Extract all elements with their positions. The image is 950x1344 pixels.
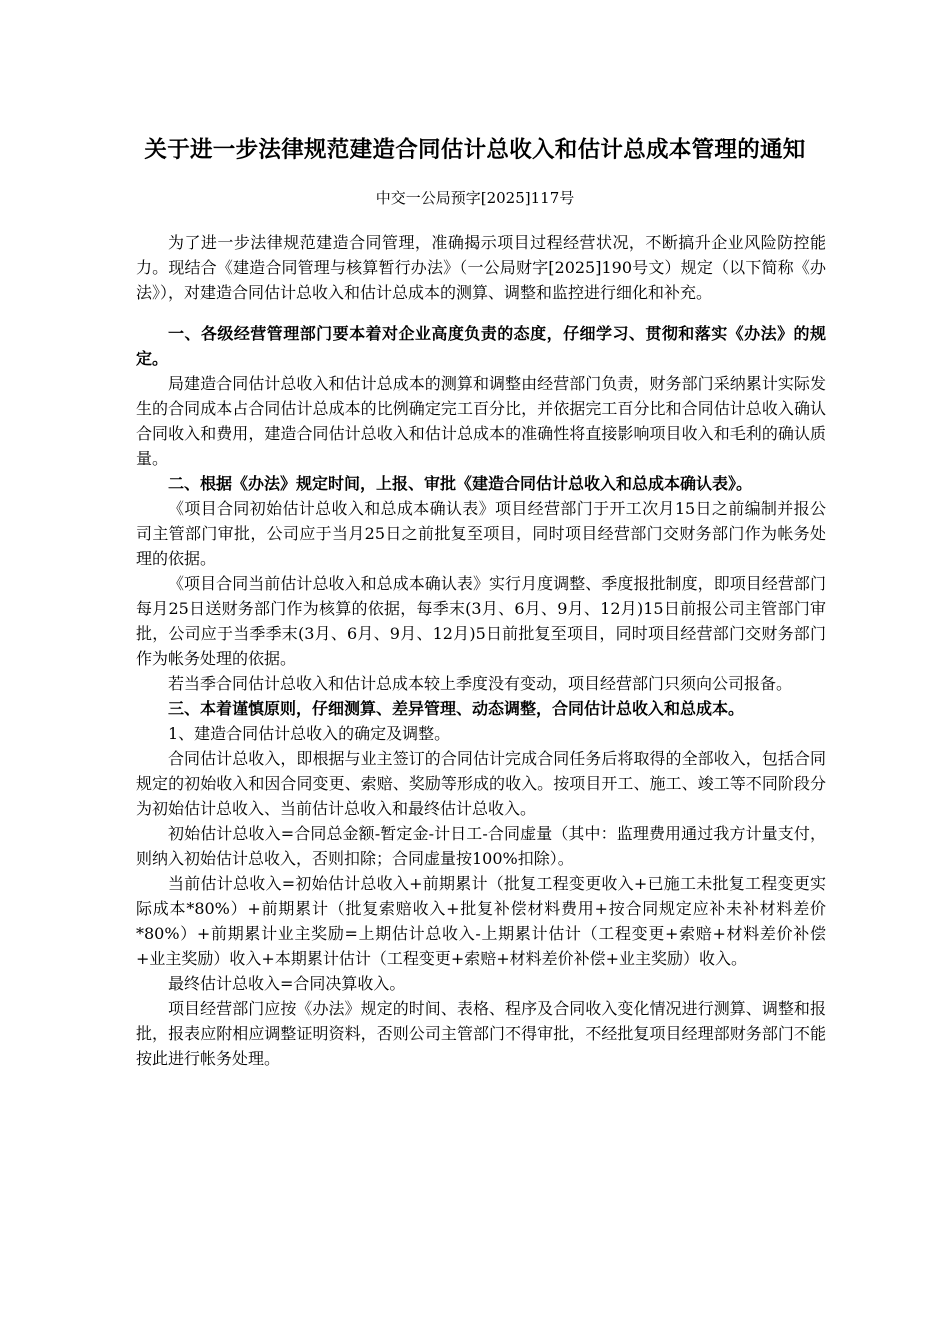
section-1-heading: 一、各级经营管理部门要本着对企业高度负责的态度，仔细学习、贯彻和落实《办法》的规定。 xyxy=(136,324,826,368)
document-body xyxy=(136,230,826,1071)
section-2-paragraph-2: 《项目合同当前估计总收入和总成本确认表》实行月度调整、季度报批制度，即项目经营部门每月25日送财务部门作为核算的依据，每季末(3月、6月、9月、12月)15日前报公司主管部门审批，公司应于当季季末(3月、6月、9月、12月)5日前批复至项目，同时项目经营部门交财务部门作为帐务处理的依据。 xyxy=(136,574,826,668)
section-2-paragraph-1: 《项目合同初始估计总收入和总成本确认表》项目经营部门于开工次月15日之前编制并报公司主管部门审批，公司应于当月25日之前批复至项目，同时项目经营部门交财务部门作为帐务处理的依据。 xyxy=(136,499,826,568)
document-number: 中交一公局预字[2025]117号 xyxy=(375,189,575,207)
section-2-heading: 二、根据《办法》规定时间，上报、审批《建造合同估计总收入和总成本确认表》。 xyxy=(168,474,753,493)
section-3-paragraph-4: 最终估计总收入=合同决算收入。 xyxy=(168,974,406,993)
section-1-paragraph: 局建造合同估计总收入和估计总成本的测算和调整由经营部门负责，财务部门采纳累计实际发生的合同成本占合同估计总成本的比例确定完工百分比，并依据完工百分比和合同估计总收入确认合同收入和费用，建造合同估计总收入和估计总成本的准确性将直接影响项目收入和毛利的确认质量。 xyxy=(136,374,826,468)
section-3-paragraph-2: 初始估计总收入=合同总金额-暂定金-计日工-合同虚量（其中：监理费用通过我方计量支付，则纳入初始估计总收入，否则扣除；合同虚量按100%扣除）。 xyxy=(136,824,826,868)
document-title: 关于进一步法律规范建造合同估计总收入和估计总成本管理的通知 xyxy=(144,137,806,163)
section-2-paragraph-3: 若当季合同估计总收入和估计总成本较上季度没有变动，项目经营部门只须向公司报备。 xyxy=(168,674,793,693)
section-3-subheading: 1、建造合同估计总收入的确定及调整。 xyxy=(168,724,451,743)
intro-paragraph: 为了进一步法律规范建造合同管理，准确揭示项目过程经营状况，不断搞升企业风险防控能力。现结合《建造合同管理与核算暂行办法》（一公局财字[2025]190号文）规定（以下简称《办法》），对建造合同估计总收入和估计总成本的测算、调整和监控进行细化和补充。 xyxy=(136,233,826,302)
section-3-paragraph-5: 项目经营部门应按《办法》规定的时间、表格、程序及合同收入变化情况进行测算、调整和报批，报表应附相应调整证明资料，否则公司主管部门不得审批，不经批复项目经理部财务部门不能按此进行帐务处理。 xyxy=(136,999,826,1068)
section-3-paragraph-1: 合同估计总收入，即根据与业主签订的合同估计完成合同任务后将取得的全部收入，包括合同规定的初始收入和因合同变更、索赔、奖励等形成的收入。按项目开工、施工、竣工等不同阶段分为初始估计总收入、当前估计总收入和最终估计总收入。 xyxy=(136,749,826,818)
section-3-paragraph-3: 当前估计总收入=初始估计总收入+前期累计（批复工程变更收入+已施工未批复工程变更实际成本*80%）+前期累计（批复索赔收入+批复补偿材料费用+按合同规定应补未补材料差价*80%）+前期累计业主奖励=上期估计总收入-上期累计估计（工程变更+索赔+材料差价补偿+业主奖励）收入+本期累计估计（工程变更+索赔+材料差价补偿+业主奖励）收入。 xyxy=(136,874,826,968)
section-3-heading: 三、本着谨慎原则，仔细测算、差异管理、动态调整，合同估计总收入和总成本。 xyxy=(168,699,745,718)
